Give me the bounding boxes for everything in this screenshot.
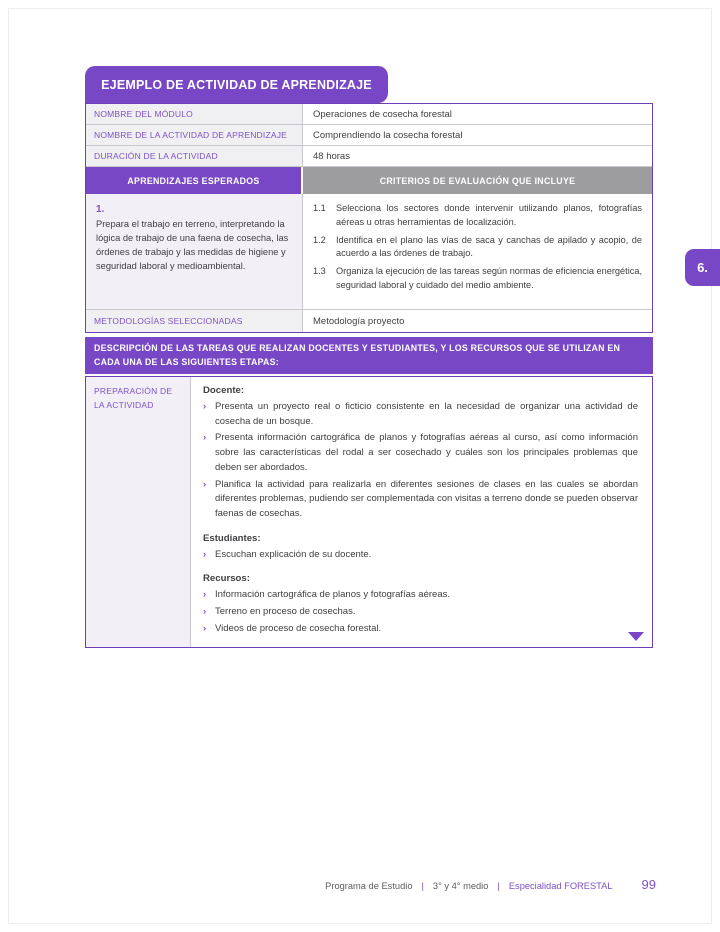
learning-row (86, 194, 652, 310)
row-label-actividad: NOMBRE DE LA ACTIVIDAD DE APRENDIZAJE (86, 125, 303, 145)
footer (325, 877, 656, 892)
chevron-bullet-icon: › (203, 478, 207, 490)
chevron-bullet-icon: › (203, 606, 207, 618)
bullet-item (203, 588, 638, 603)
page-title (85, 66, 388, 103)
bullet-text: Presenta un proyecto real o ficticio consistente en la necesidad de organizar una actividad de cosecha de un bosque. (215, 401, 638, 427)
criteria-item (313, 202, 642, 230)
bullet-item (203, 548, 638, 563)
chevron-bullet-icon: › (203, 432, 207, 444)
table-row (86, 146, 652, 167)
preparation-label: PREPARACIÓN DE LA ACTIVIDAD (86, 377, 191, 647)
chapter-tab (685, 249, 720, 286)
bullet-item (203, 622, 638, 637)
criteria-text: Identifica en el plano las vías de saca y canchas de apilado y acopio, de acuerdo a las órdenes de trabajo. (336, 234, 642, 259)
row-value-metodologias: Metodología proyecto (313, 315, 405, 327)
bullet-text: Presenta información cartográfica de planos y fotografías aéreas al curso, así como información sobre las características del rodal a ser cosechado y cuáles son los principales problemas que deben ser abordados. (215, 432, 638, 473)
bullet-item (203, 400, 638, 429)
criteria-cell (303, 194, 652, 309)
chevron-bullet-icon: › (203, 548, 207, 560)
column-header-criterios: CRITERIOS DE EVALUACIÓN QUE INCLUYE (303, 167, 652, 194)
learning-objective-cell (86, 194, 303, 309)
bullet-text: Escuchan explicación de su docente. (215, 548, 372, 560)
objective-number: 1. (96, 204, 105, 215)
criteria-text: Organiza la ejecución de las tareas según normas de eficiencia energética, seguridad laboral y cuidado del medio ambiente. (336, 266, 642, 290)
bullet-item (203, 431, 638, 475)
row-label-duracion: DURACIÓN DE LA ACTIVIDAD (86, 146, 303, 166)
activity-info-table (85, 103, 653, 333)
row-label-metodologias: METODOLOGÍAS SELECCIONADAS (86, 310, 303, 332)
bullet-text: Planifica la actividad para realizarla en diferentes sesiones de clases en las cuales se abordan diferentes problemas, pudiendo ser complementada con visitas a terreno donde se pueden observar faenas de cosechas. (215, 478, 638, 520)
footer-separator: | (497, 881, 500, 891)
chevron-bullet-icon: › (203, 622, 207, 634)
preparation-content (191, 377, 652, 647)
bullet-text: Información cartográfica de planos y fotografías aéreas. (215, 589, 450, 601)
row-value-duracion: 48 horas (313, 150, 350, 162)
chapter-number: 6. (697, 260, 708, 275)
table-header-row (86, 167, 652, 194)
section-heading-estudiantes: Estudiantes: (203, 532, 261, 544)
row-label-modulo: NOMBRE DEL MÓDULO (86, 104, 303, 124)
section-heading-docente: Docente: (203, 385, 245, 396)
footer-grade: 3° y 4° medio (432, 881, 489, 891)
criteria-number: 1.1 (313, 203, 326, 213)
criteria-number: 1.3 (313, 266, 326, 277)
footer-separator: | (421, 881, 424, 891)
column-header-aprendizajes: APRENDIZAJES ESPERADOS (86, 167, 303, 194)
table-row (86, 310, 652, 332)
description-banner: DESCRIPCIÓN DE LAS TAREAS QUE REALIZAN DOCENTES Y ESTUDIANTES, Y LOS RECURSOS QUE SE UTILIZAN EN CADA UNA DE LAS SIGUIENTES ETAPAS: (85, 337, 653, 374)
criteria-item (313, 234, 642, 262)
criteria-number: 1.2 (313, 234, 326, 245)
row-value-actividad: Comprendiendo la cosecha forestal (313, 129, 463, 141)
preparation-section (85, 376, 653, 648)
section-heading-recursos: Recursos: (203, 573, 250, 585)
objective-text: Prepara el trabajo en terreno, interpretando la lógica de trabajo de una faena de cosecha, las órdenes de trabajo y las medidas de higiene y seguridad laboral y medioambiental. (96, 219, 289, 271)
page-title-label: EJEMPLO DE ACTIVIDAD DE APRENDIZAJE (101, 77, 372, 92)
bullet-item (203, 478, 638, 522)
bullet-text: Terreno en proceso de cosechas. (215, 606, 356, 618)
footer-specialty: Especialidad FORESTAL (508, 881, 613, 891)
criteria-item (313, 265, 642, 293)
criteria-text: Selecciona los sectores donde intervenir utilizando planos, fotografías aéreas u otras herramientas de localización. (336, 203, 642, 227)
page-number: 99 (641, 877, 656, 892)
continuation-arrow-icon (628, 632, 644, 641)
chevron-bullet-icon: › (203, 589, 207, 601)
chevron-bullet-icon: › (203, 401, 207, 412)
footer-program: Programa de Estudio (325, 881, 413, 891)
table-row (86, 125, 652, 146)
bullet-text: Videos de proceso de cosecha forestal. (215, 622, 382, 634)
bullet-item (203, 605, 638, 620)
table-row (86, 104, 652, 125)
row-value-modulo: Operaciones de cosecha forestal (313, 108, 452, 120)
